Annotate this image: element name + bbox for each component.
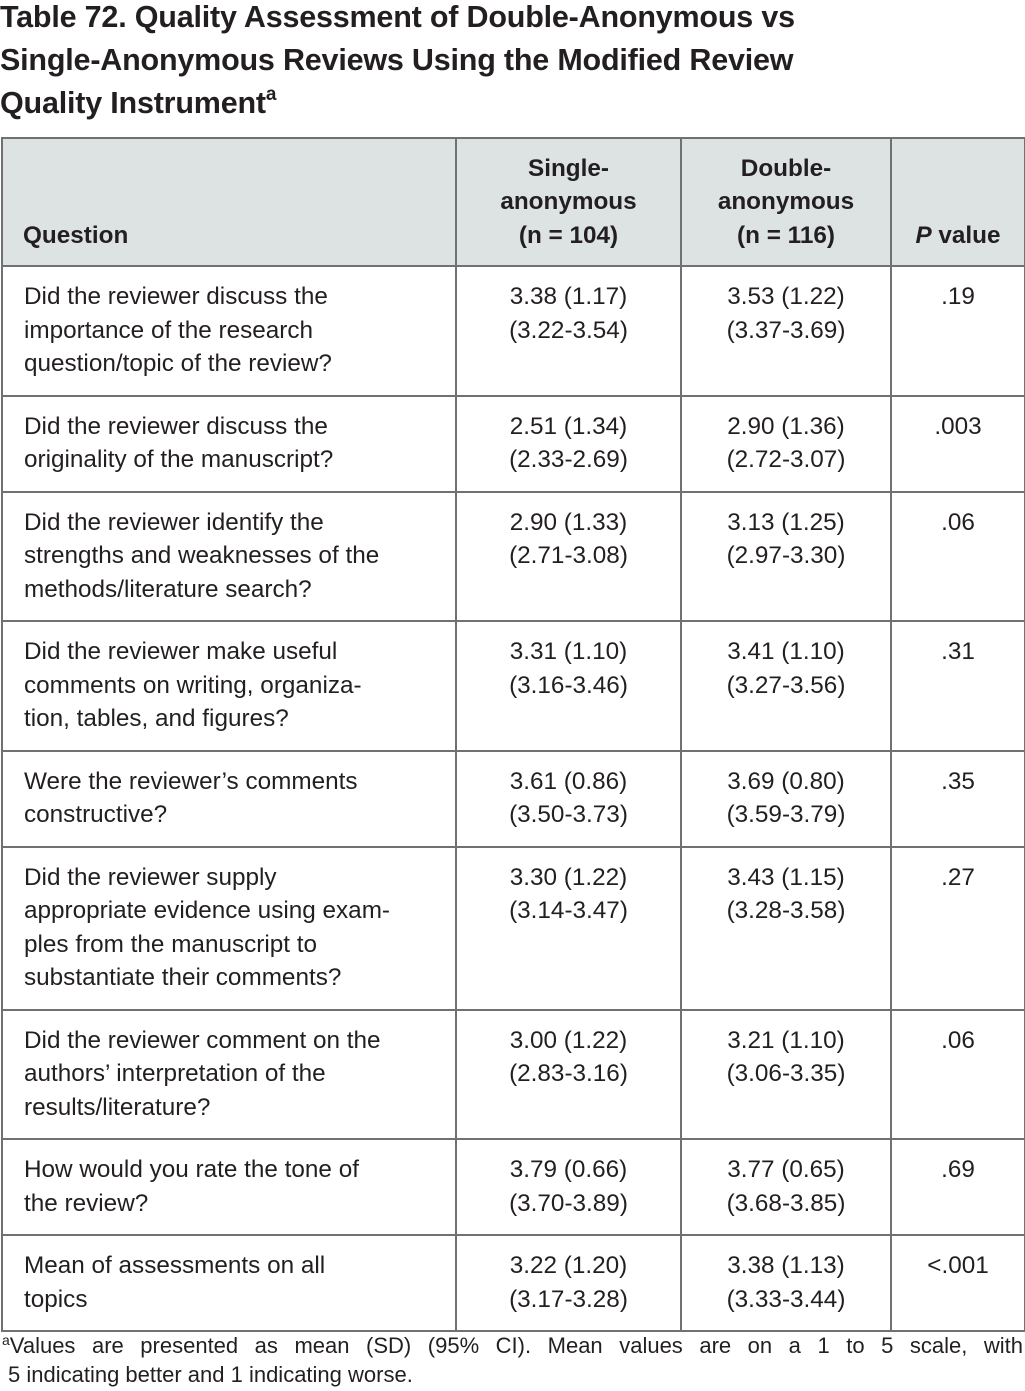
question-cell-line: Were the reviewer’s comments (24, 767, 358, 795)
question-cell-line: originality of the manuscript? (24, 446, 334, 473)
single-anonymous-cell-line: 2.90 (1.33) (509, 508, 628, 536)
single-anonymous-cell-line: (2.83-3.16) (509, 1060, 628, 1087)
single-anonymous-cell (456, 1235, 681, 1331)
table-header (2, 138, 1025, 266)
header-double-line-1: Double- (740, 154, 832, 182)
header-single-line-2: anonymous (500, 188, 637, 215)
double-anonymous-cell-line: (3.27-3.56) (726, 671, 846, 699)
header-single-line-1: Single- (528, 154, 609, 182)
header-p-rest: value (931, 221, 1001, 249)
table-row (2, 1235, 1025, 1331)
double-anonymous-cell-line: 3.69 (0.80) (727, 767, 845, 795)
p-value-cell: .35 (891, 751, 1025, 847)
single-anonymous-cell-line: 3.79 (0.66) (509, 1156, 628, 1183)
question-cell (2, 751, 456, 847)
header-double-anonymous (681, 138, 891, 266)
question-cell-line: strengths and weaknesses of the (24, 542, 380, 569)
question-cell-line: authors’ interpretation of the (24, 1060, 326, 1087)
double-anonymous-cell-line: 3.21 (1.10) (727, 1026, 845, 1054)
double-anonymous-cell (681, 266, 891, 396)
single-anonymous-cell-line: (3.70-3.89) (509, 1189, 628, 1217)
single-anonymous-cell-line: (3.14-3.47) (509, 897, 628, 924)
header-double-line-3: (n = 116) (737, 221, 835, 249)
table-row (2, 396, 1025, 492)
question-cell-line: Did the reviewer comment on the (24, 1026, 381, 1054)
double-anonymous-cell-line: (3.59-3.79) (726, 801, 846, 828)
single-anonymous-cell (456, 492, 681, 622)
single-anonymous-cell (456, 266, 681, 396)
question-cell (2, 396, 456, 492)
question-cell-line: Did the reviewer supply (24, 863, 277, 891)
double-anonymous-cell-line: (3.68-3.85) (726, 1189, 846, 1217)
header-p-value (891, 138, 1025, 266)
question-cell-line: appropriate evidence using exam- (24, 897, 391, 924)
double-anonymous-cell-line: (3.28-3.58) (726, 897, 846, 924)
single-anonymous-cell-line: (3.50-3.73) (509, 801, 628, 828)
question-cell-line: Did the reviewer discuss the (24, 412, 328, 440)
double-anonymous-cell-line: (2.97-3.30) (726, 542, 846, 569)
single-anonymous-cell-line: 3.00 (1.22) (509, 1026, 628, 1054)
single-anonymous-cell (456, 621, 681, 751)
question-cell (2, 492, 456, 622)
question-cell-line: substantiate their comments? (24, 964, 342, 991)
p-value-cell: .69 (891, 1139, 1025, 1235)
table-row (2, 1010, 1025, 1140)
p-value-cell: <.001 (891, 1235, 1025, 1331)
single-anonymous-cell-line: (2.71-3.08) (509, 542, 628, 569)
header-single-anonymous (456, 138, 681, 266)
table-row (2, 621, 1025, 751)
single-anonymous-cell-line: (3.22-3.54) (509, 316, 628, 344)
double-anonymous-cell-line: (3.37-3.69) (726, 316, 846, 344)
double-anonymous-cell-line: 3.53 (1.22) (727, 283, 845, 310)
double-anonymous-cell (681, 492, 891, 622)
question-cell-line: results/literature? (24, 1093, 211, 1121)
double-anonymous-cell-line: (3.06-3.35) (726, 1060, 846, 1087)
p-value-cell: .06 (891, 1010, 1025, 1140)
single-anonymous-cell-line: 3.22 (1.20) (509, 1252, 628, 1279)
double-anonymous-cell-line: (3.33-3.44) (726, 1285, 846, 1313)
single-anonymous-cell (456, 1010, 681, 1140)
table-body (2, 266, 1025, 1331)
footnote-marker: a (2, 1332, 10, 1348)
question-cell (2, 266, 456, 396)
single-anonymous-cell (456, 396, 681, 492)
double-anonymous-cell (681, 847, 891, 1010)
double-anonymous-cell-line: 3.43 (1.15) (727, 863, 845, 891)
double-anonymous-cell-line: (2.72-3.07) (726, 446, 846, 473)
question-cell (2, 1010, 456, 1140)
question-cell-line: tion, tables, and figures? (24, 705, 289, 732)
double-anonymous-cell (681, 751, 891, 847)
question-cell-line: topics (24, 1285, 88, 1313)
table-row (2, 492, 1025, 622)
single-anonymous-cell (456, 1139, 681, 1235)
footnote-line-1-text: Values are presented as mean (SD) (95% CI). Mean values are on a 1 to 5 scale, with (9, 1333, 1023, 1358)
header-double-line-2: anonymous (717, 188, 855, 215)
single-anonymous-cell-line: (2.33-2.69) (509, 446, 628, 473)
table-row (2, 266, 1025, 396)
question-cell (2, 1235, 456, 1331)
header-p-italic: P (915, 221, 932, 249)
table-title (0, 0, 1020, 125)
double-anonymous-cell (681, 1235, 891, 1331)
table-footnote (2, 1331, 1023, 1389)
double-anonymous-cell-line: 3.41 (1.10) (727, 638, 845, 665)
p-value-cell: .19 (891, 266, 1025, 396)
question-cell (2, 621, 456, 751)
header-row (2, 138, 1025, 266)
title-line-3 (0, 82, 1020, 125)
double-anonymous-cell (681, 396, 891, 492)
footnote-line-2: 5 indicating better and 1 indicating worse. (8, 1362, 413, 1387)
question-cell-line: comments on writing, organiza- (24, 671, 362, 699)
question-cell (2, 1139, 456, 1235)
question-cell-line: Did the reviewer discuss the (24, 283, 328, 310)
question-cell-line: Did the reviewer make useful (24, 638, 338, 665)
quality-assessment-table (1, 137, 1025, 1332)
double-anonymous-cell-line: 3.77 (0.65) (727, 1156, 845, 1183)
single-anonymous-cell (456, 847, 681, 1010)
p-value-cell: .27 (891, 847, 1025, 1010)
single-anonymous-cell-line: 3.38 (1.17) (509, 283, 628, 310)
table-row (2, 1139, 1025, 1235)
question-cell-line: question/topic of the review? (24, 350, 332, 377)
table-row (2, 751, 1025, 847)
title-footnote-marker: a (265, 84, 277, 105)
question-cell-line: the review? (24, 1189, 149, 1217)
double-anonymous-cell (681, 1139, 891, 1235)
single-anonymous-cell-line: 3.30 (1.22) (509, 863, 628, 891)
p-value-cell: .003 (891, 396, 1025, 492)
title-line-3-text: Quality Instrument (0, 86, 266, 120)
header-question: Question (2, 138, 456, 266)
double-anonymous-cell-line: 3.13 (1.25) (727, 508, 845, 536)
question-cell-line: methods/literature search? (24, 575, 312, 603)
double-anonymous-cell-line: 2.90 (1.36) (727, 412, 845, 440)
single-anonymous-cell-line: (3.16-3.46) (509, 671, 628, 699)
double-anonymous-cell (681, 621, 891, 751)
p-value-cell: .06 (891, 492, 1025, 622)
title-line-2: Single-Anonymous Reviews Using the Modified Review (0, 43, 794, 77)
question-cell (2, 847, 456, 1010)
question-cell-line: constructive? (24, 801, 168, 828)
single-anonymous-cell (456, 751, 681, 847)
header-single-line-3: (n = 104) (518, 221, 619, 249)
single-anonymous-cell-line: 2.51 (1.34) (509, 412, 628, 440)
question-cell-line: Did the reviewer identify the (24, 508, 324, 536)
question-cell-line: How would you rate the tone of (24, 1156, 359, 1183)
double-anonymous-cell (681, 1010, 891, 1140)
double-anonymous-cell-line: 3.38 (1.13) (727, 1252, 845, 1279)
single-anonymous-cell-line: 3.31 (1.10) (509, 638, 628, 665)
p-value-cell: .31 (891, 621, 1025, 751)
single-anonymous-cell-line: (3.17-3.28) (509, 1285, 628, 1313)
single-anonymous-cell-line: 3.61 (0.86) (509, 767, 628, 795)
table-row (2, 847, 1025, 1010)
question-cell-line: importance of the research (24, 316, 314, 344)
question-cell-line: Mean of assessments on all (24, 1252, 326, 1279)
question-cell-line: ples from the manuscript to (24, 930, 318, 958)
title-line-1: Table 72. Quality Assessment of Double-Anonymous vs (0, 0, 795, 34)
footnote-line-1 (2, 1331, 1023, 1360)
